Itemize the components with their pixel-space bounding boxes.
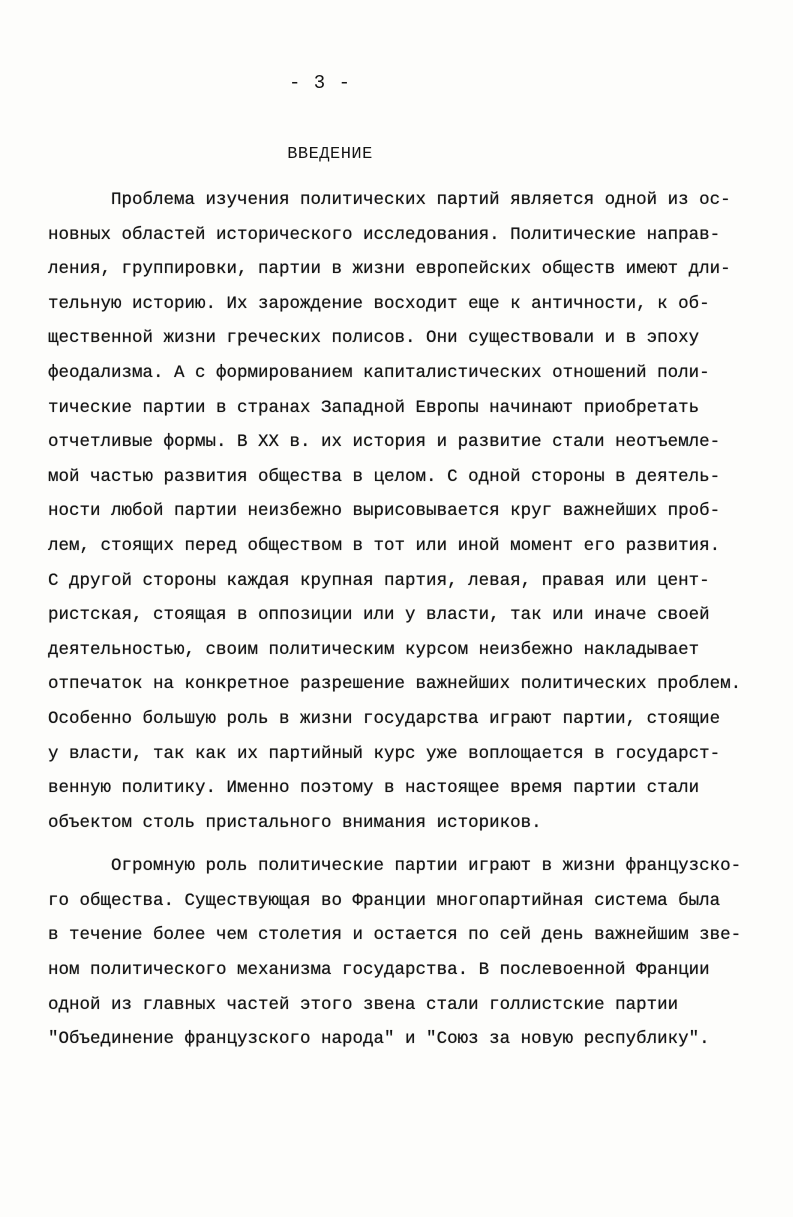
- text-line: ности любой партии неизбежно вырисовывается круг важнейших проб-: [48, 501, 721, 522]
- page-number: - 3 -: [288, 72, 351, 94]
- text-line: ном политического механизма государства. В послевоенной Франции: [48, 960, 710, 981]
- text-line: Огромную роль политические партии играют в жизни французско-: [48, 856, 742, 877]
- text-line: объектом столь пристального внимания историков.: [48, 812, 542, 833]
- text-line: Проблема изучения политических партий является одной из ос-: [48, 190, 731, 210]
- text-line: одной из главных частей этого звена стали голлистские партии: [48, 994, 679, 1015]
- text-line: ристская, стоящая в оппозиции или у власти, так или иначе своей: [48, 605, 710, 626]
- section-heading: ВВЕДЕНИЕ: [287, 145, 373, 164]
- text-line: деятельностью, своим политическим курсом неизбежно накладывает: [48, 639, 700, 660]
- paragraph-2: [48, 849, 788, 1057]
- text-line: у власти, так как их партийный курс уже воплощается в государст-: [48, 743, 721, 764]
- text-line: мой частью развития общества в целом. С одной стороны в деятель-: [48, 466, 721, 487]
- text-line: феодализма. А с формированием капиталистических отношений поли-: [48, 362, 710, 383]
- text-line: го общества. Существующая во Франции многопартийная система была: [48, 890, 721, 911]
- text-line: Особенно большую роль в жизни государства играют партии, стоящие: [48, 708, 721, 729]
- text-line: "Объединение французского народа" и "Союз за новую республику".: [48, 1029, 710, 1050]
- text-line: отпечаток на конкретное разрешение важнейших политических проблем.: [48, 674, 742, 695]
- text-line: ления, группировки, партии в жизни европейских обществ имеют дли-: [48, 259, 731, 280]
- body-text: [48, 183, 788, 1057]
- text-line: тические партии в странах Западной Европы начинают приобретать: [48, 397, 700, 418]
- paragraph-1: [48, 183, 788, 840]
- text-line: лем, стоящих перед обществом в тот или иной момент его развития.: [48, 535, 721, 556]
- text-line: щественной жизни греческих полисов. Они существовали и в эпоху: [48, 328, 700, 349]
- text-line: в течение более чем столетия и остается по сей день важнейшим зве-: [48, 925, 742, 946]
- paragraph-gap: [48, 840, 788, 849]
- text-line: отчетливые формы. В XX в. их история и развитие стали неотъемле-: [48, 432, 721, 453]
- text-line: С другой стороны каждая крупная партия, левая, правая или цент-: [48, 570, 710, 591]
- text-line: венную политику. Именно поэтому в настоящее время партии стали: [48, 778, 700, 799]
- text-line: тельную историю. Их зарождение восходит еще к античности, к об-: [48, 293, 710, 314]
- text-line: новных областей исторического исследования. Политические направ-: [48, 224, 721, 245]
